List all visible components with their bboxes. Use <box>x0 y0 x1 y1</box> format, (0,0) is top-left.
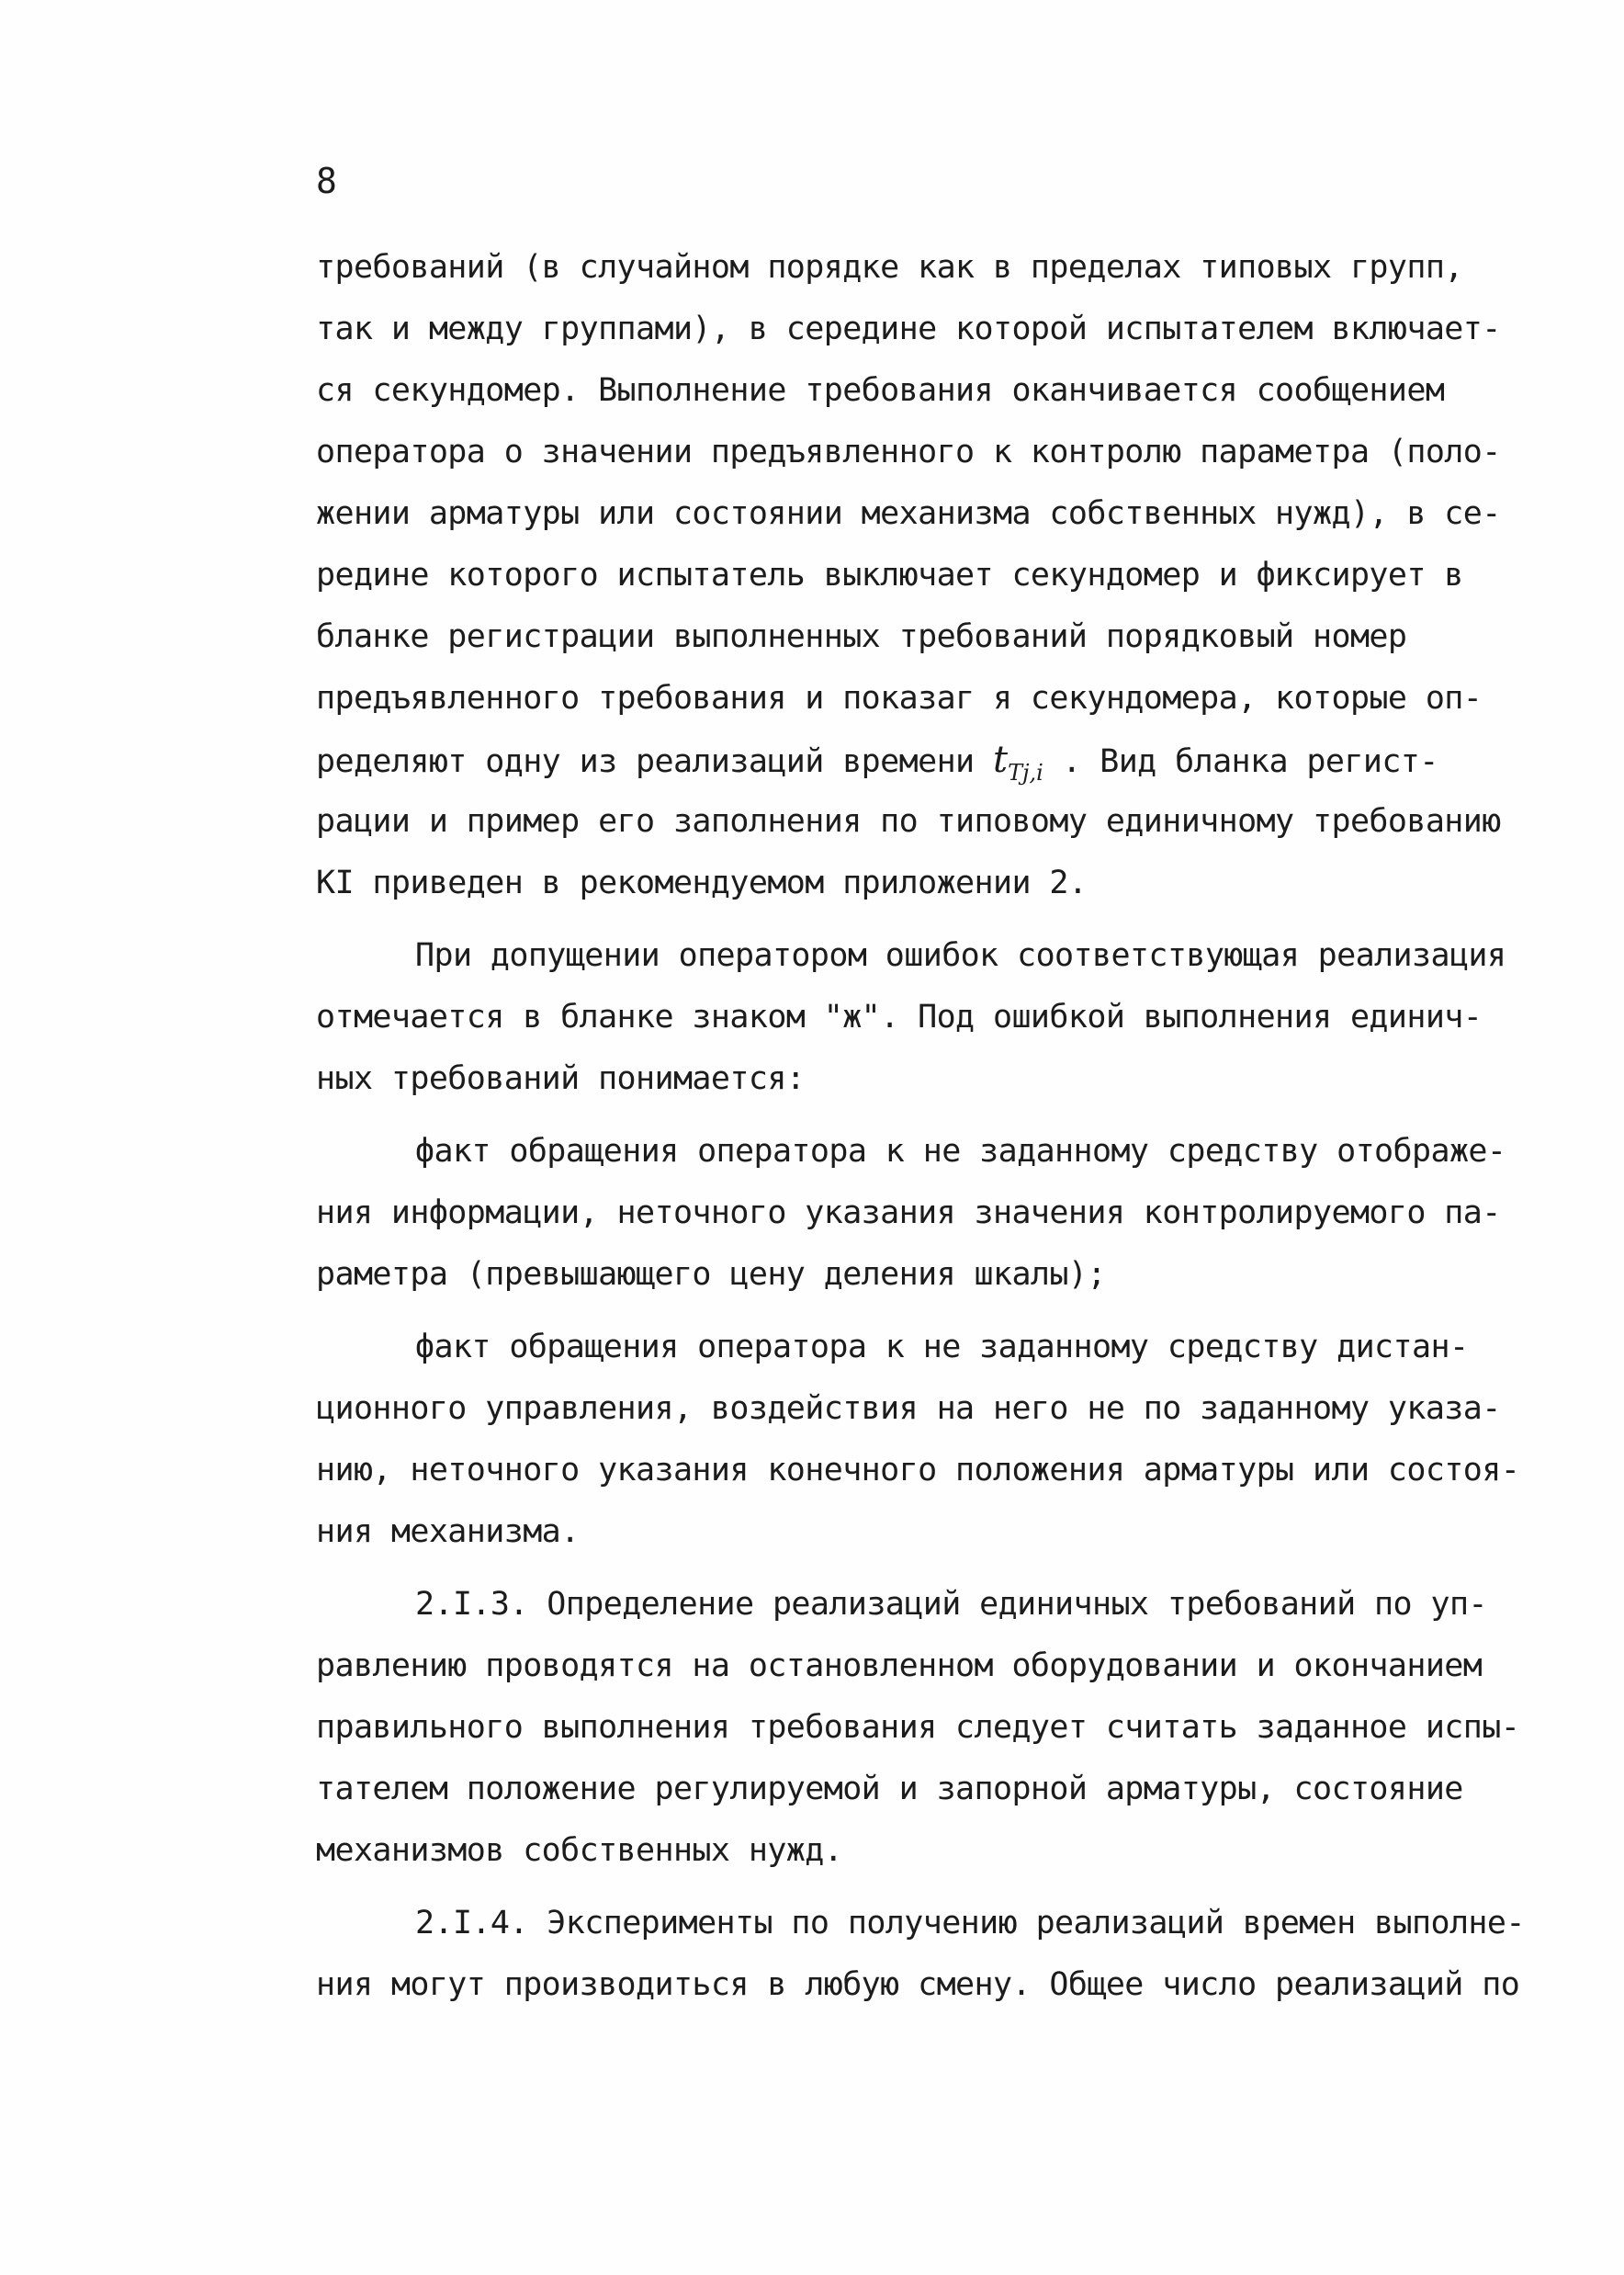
text-line: правильного выполнения требования следует считать заданное испы- <box>316 1709 1520 1746</box>
text-line: жении арматуры или состоянии механизма собственных нужд), в се- <box>316 495 1501 532</box>
text-line: 2.I.4. Эксперименты по получению реализаций времен выполне- <box>415 1905 1525 1941</box>
text-line: тателем положение регулируемой и запорной арматуры, состояние <box>316 1771 1463 1807</box>
text-line: требований (в случайном порядке как в пределах типовых групп, <box>316 249 1463 286</box>
formula-subscript: Тj,i <box>1008 760 1043 786</box>
text-line: редине которого испытатель выключает секундомер и фиксирует в <box>316 557 1463 594</box>
text-line: факт обращения оператора к не заданному средству отображе- <box>415 1133 1506 1170</box>
text-line: ния механизма. <box>316 1513 580 1550</box>
paragraph-errors <box>316 925 1547 1110</box>
text-line: механизмов собственных нужд. <box>316 1832 843 1869</box>
text-line: нию, неточного указания конечного положения арматуры или состоя- <box>316 1452 1520 1488</box>
text-line: ния могут производиться в любую смену. Общее число реализаций по <box>316 1966 1520 2003</box>
text-line: При допущении оператором ошибок соответствующая реализация <box>415 937 1506 974</box>
text-line: бланке регистрации выполненных требований порядковый номер <box>316 618 1407 655</box>
page-number: 8 <box>316 161 337 201</box>
text-line: рации и пример его заполнения по типовому единичному требованию <box>316 803 1501 840</box>
text-line: так и между группами), в середине которой испытателем включает- <box>316 311 1501 347</box>
paragraph-control-error <box>316 1317 1547 1563</box>
text-line: 2.I.3. Определение реализаций единичных требований по уп- <box>415 1586 1487 1623</box>
text-line: ционного управления, воздействия на него не по заданному указа- <box>316 1390 1501 1427</box>
text-line: предъявленного требования и показаг я секундомера, которые оп- <box>316 680 1483 717</box>
paragraph-continuation <box>316 237 1547 914</box>
body-text <box>316 237 1547 2016</box>
time-formula <box>992 739 1043 786</box>
formula-line-after: . Вид бланка регист- <box>1043 743 1438 780</box>
text-line: КI приведен в рекомендуемом приложении 2. <box>316 865 1088 901</box>
text-line: равлению проводятся на остановленном оборудовании и окончанием <box>316 1647 1483 1684</box>
text-line: факт обращения оператора к не заданному средству дистан- <box>415 1329 1469 1365</box>
paragraph-section-2-1-4 <box>316 1893 1547 2016</box>
paragraph-section-2-1-3 <box>316 1574 1547 1882</box>
formula-line-before: ределяют одну из реализаций времени <box>316 743 993 780</box>
paragraph-display-error <box>316 1121 1547 1306</box>
formula-text-line <box>316 730 1547 791</box>
text-line: оператора о значении предъявленного к контролю параметра (поло- <box>316 434 1501 470</box>
text-line: отмечается в бланке знаком "ж". Под ошибкой выполнения единич- <box>316 999 1483 1036</box>
formula-symbol: t <box>992 739 1009 781</box>
text-line: раметра (превышающего цену деления шкалы); <box>316 1256 1106 1293</box>
text-line: ных требований понимается: <box>316 1060 806 1097</box>
text-line: ся секундомер. Выполнение требования оканчивается сообщением <box>316 372 1445 409</box>
text-line: ния информации, неточного указания значения контролируемого па- <box>316 1194 1501 1231</box>
